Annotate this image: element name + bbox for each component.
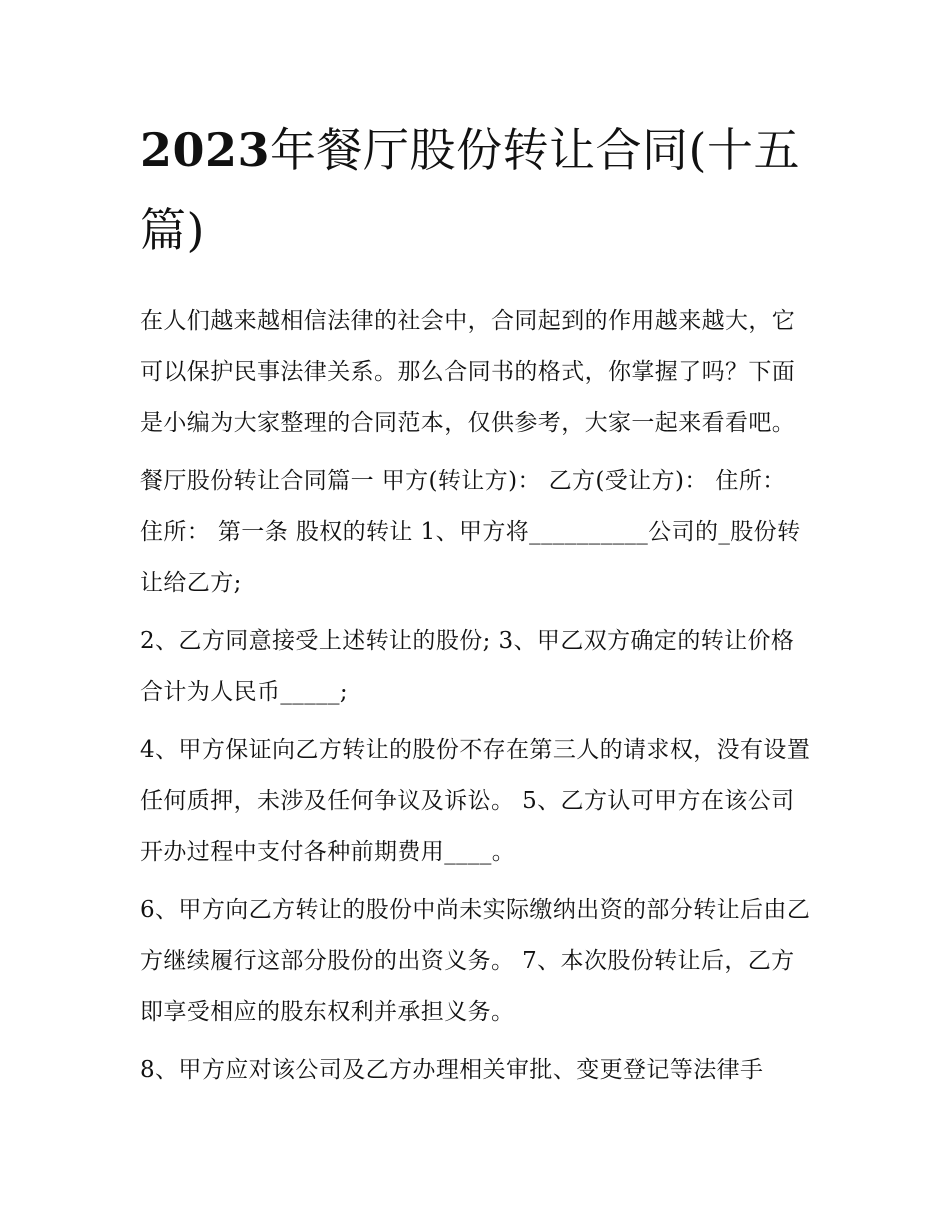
contract-paragraph-5: 8、甲方应对该公司及乙方办理相关审批、变更登记等法律手 [140,1057,764,1083]
document-page [140,110,812,1103]
title-year: 2023 [140,123,271,177]
contract-paragraph-4: 6、甲方向乙方转让的股份中尚未实际缴纳出资的部分转让后由乙方继续履行这部分股份的出资义务。 7、本次股份转让后，乙方即享受相应的股东权利并承担义务。 [140,897,811,1025]
intro-paragraph: 在人们越来越相信法律的社会中，合同起到的作用越来越大，它可以保护民事法律关系。那么合同书的格式，你掌握了吗？下面是小编为大家整理的合同范本，仅供参考，大家一起来看看吧。 [140,308,796,436]
contract-paragraph-2: 2、乙方同意接受上述转让的股份; 3、甲乙双方确定的转让价格合计为人民币_____; [140,628,795,705]
title-text: 年餐厅股份转让合同(十五篇) [140,123,800,257]
document-title [140,110,812,270]
contract-paragraph-3: 4、甲方保证向乙方转让的股份不存在第三人的请求权，没有设置任何质押，未涉及任何争议及诉讼。 5、乙方认可甲方在该公司开办过程中支付各种前期费用____。 [140,737,811,865]
contract-paragraph-1: 餐厅股份转让合同篇一 甲方(转让方)： 乙方(受让方)： 住所： 住所： 第一条 股权的转让 1、甲方将__________公司的_股份转让给乙方; [140,468,801,596]
